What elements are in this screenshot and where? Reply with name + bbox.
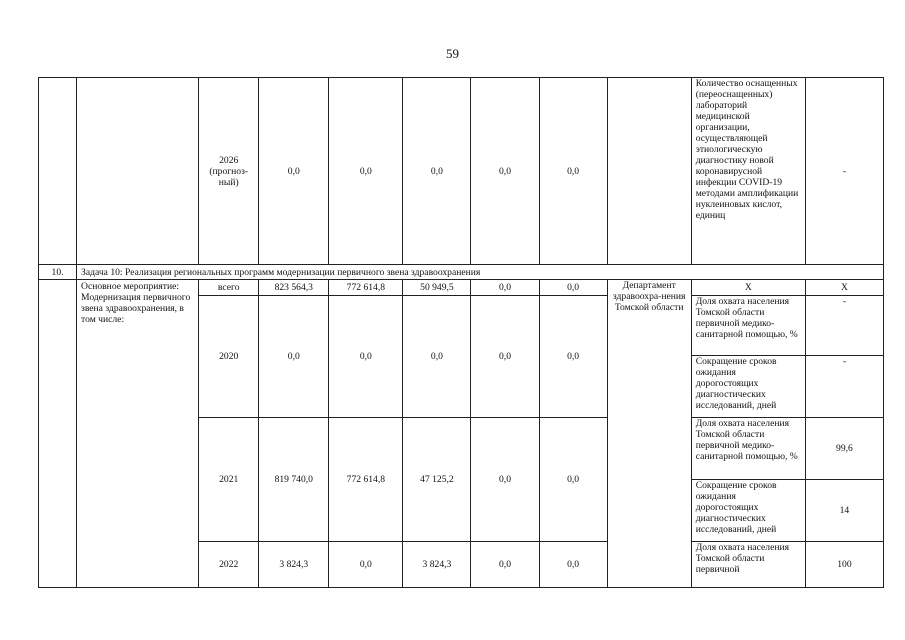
cell-empty — [607, 78, 691, 265]
cell-empty — [39, 78, 77, 265]
task-row — [39, 265, 884, 280]
value-cell: 0,0 — [329, 296, 403, 418]
cell-empty — [77, 78, 199, 265]
value-cell: 0,0 — [403, 78, 471, 265]
indicator-name: Сокращение сроков ожидания дорогостоящих диагностических исследований, дней — [691, 480, 805, 542]
indicator-value: 100 — [805, 542, 883, 588]
indicator-name: Доля охвата населения Томской области первичной медико-санитарной помощью, % — [691, 418, 805, 480]
value-cell: 0,0 — [539, 280, 607, 296]
indicator-value: 99,6 — [805, 418, 883, 480]
year-cell: 2021 — [199, 418, 259, 542]
value-cell: 0,0 — [539, 542, 607, 588]
value-cell: 0,0 — [329, 542, 403, 588]
activity-name: Основное мероприятие: Модернизация первичного звена здравоохранения, в том числе: — [77, 280, 199, 588]
year-cell: 2026 (прогноз-ный) — [199, 78, 259, 265]
value-cell: 0,0 — [403, 296, 471, 418]
page-number: 59 — [446, 46, 459, 61]
indicator-name: Доля охвата населения Томской области первичной медико-санитарной помощью, % — [691, 296, 805, 356]
year-cell: 2020 — [199, 296, 259, 418]
task-number: 10. — [39, 265, 77, 280]
value-cell: 772 614,8 — [329, 418, 403, 542]
indicator-name: Сокращение сроков ожидания дорогостоящих диагностических исследований, дней — [691, 356, 805, 418]
indicator-value: - — [805, 296, 883, 356]
task-title: Задача 10: Реализация региональных программ модернизации первичного звена здравоохранения — [77, 265, 884, 280]
table-row-2026 — [39, 78, 884, 265]
value-cell: 823 564,3 — [259, 280, 329, 296]
executor-cell: Департамент здравоохра-нения Томской области — [607, 280, 691, 588]
value-cell: 0,0 — [471, 418, 539, 542]
value-cell: 0,0 — [259, 296, 329, 418]
table-row-total — [39, 280, 884, 296]
indicator-value: 14 — [805, 480, 883, 542]
program-table — [38, 77, 884, 588]
indicator-name: Доля охвата населения Томской области первичной — [691, 542, 805, 588]
value-cell: 3 824,3 — [259, 542, 329, 588]
indicator-name: Х — [691, 280, 805, 296]
value-cell: 0,0 — [259, 78, 329, 265]
value-cell: 0,0 — [329, 78, 403, 265]
value-cell: 0,0 — [471, 296, 539, 418]
value-cell: 0,0 — [471, 542, 539, 588]
value-cell: 0,0 — [539, 78, 607, 265]
value-cell: 0,0 — [471, 78, 539, 265]
value-cell: 0,0 — [539, 418, 607, 542]
value-cell: 0,0 — [471, 280, 539, 296]
value-cell: 0,0 — [539, 296, 607, 418]
value-cell: 772 614,8 — [329, 280, 403, 296]
year-cell: 2022 — [199, 542, 259, 588]
year-cell: всего — [199, 280, 259, 296]
indicator-name: Количество оснащенных (переоснащенных) лабораторий медицинской организации, осуществляющей этиологическую диагностику новой коронавирусной инфекции COVID-19 методами амплификации нуклеиновых кислот, единиц — [691, 78, 805, 265]
indicator-value: - — [805, 78, 883, 265]
value-cell: 3 824,3 — [403, 542, 471, 588]
value-cell: 819 740,0 — [259, 418, 329, 542]
indicator-value: Х — [805, 280, 883, 296]
value-cell: 50 949,5 — [403, 280, 471, 296]
cell-empty — [39, 280, 77, 588]
value-cell: 47 125,2 — [403, 418, 471, 542]
indicator-value: - — [805, 356, 883, 418]
